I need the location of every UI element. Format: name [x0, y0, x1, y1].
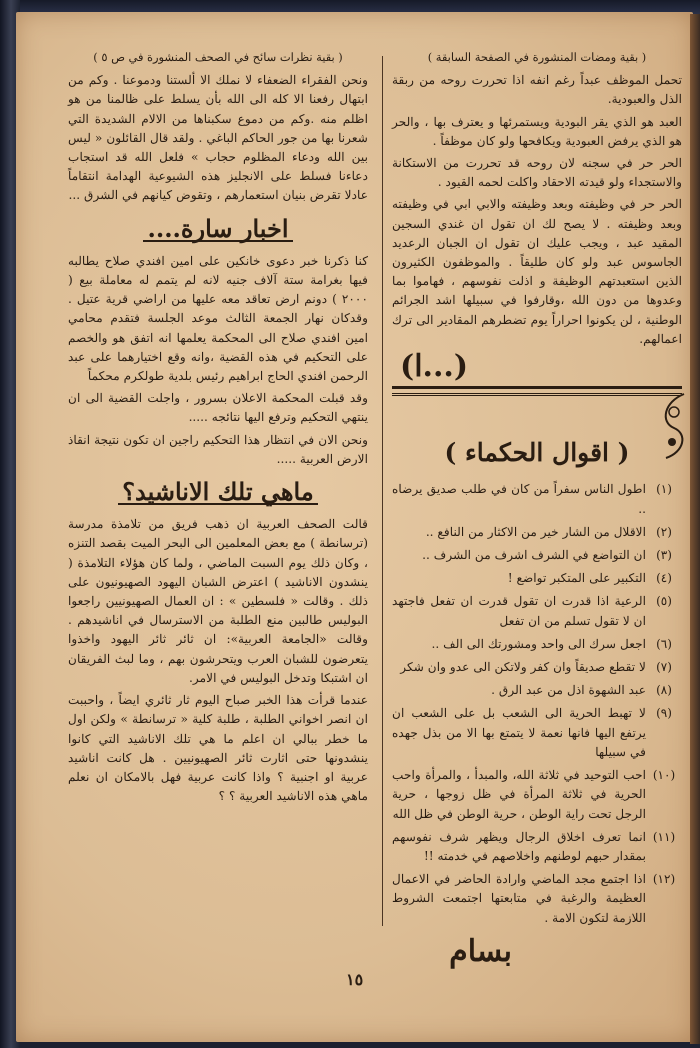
paragraph: كنا ذكرنا خبر دعوى خانكين على امين افندي صلاح يطالبه فيها بغرامة ستة آلاف جنيه لانه لم يتمم له معاملة بيع ( ٢٠٠٠ ) دونم ارض تعاقد معه عليها من اراضي قرية عتيل . وقدكان نهار الجمعة الثالث موعد الجلسة فتقدم محامي امين افندي صلاح الى المحكمة يعلمها انه اتفق هو والخصم على التحكيم في هذه القضية ،وانه وقع اختيارهما على عبد الرحمن افندي الحاج ابراهيم رئيس بلدية طولكرم محكماً: [68, 253, 368, 384]
right-continuation-header: ( بقية ومضات المنشورة في الصفحة السابقة ): [427, 50, 647, 64]
saying-item: [392, 592, 682, 630]
ornamental-border: [392, 393, 682, 441]
saying-item: [392, 658, 682, 677]
paragraph: ونحن الفقراء الضعفاء لا نملك الا ألستنا ودموعنا . وكم من ابتهال رفعنا الا كله الى الله بأن يسلط على ظالمنا من هو اظلم منه .وكم من دموع سكبناها من الالام الشديدة التي شعرنا بها من جور الحاكم الباغي . ولقد قال القائلون « ليس بين الله ودعاء المظلوم حجاب » فلعل الله قد استجاب دعاءنا فسلط على الانجليز هذه الشيوعية الهدامة انتقاماً عادلا تقرض بنيان استعمارهم ، وتقوض كيانهم في الشرق ...: [68, 73, 368, 203]
section-rule: [392, 386, 682, 389]
saying-number: (١٠): [652, 768, 676, 783]
column-divider: [382, 56, 383, 926]
saying-number: (١): [656, 482, 672, 497]
saying-text: الاقلال من الشار خير من الاكثار من النافع ..: [425, 524, 646, 539]
paragraph: الحر حر في وظيفته وبعد وظيفته والابي ابي في وظيفته وبعد وظيفته . لا يصح لك ان تقول ان غندي السجين المقيد عبد ، ويجب عليك ان تقول ان الجبان الرعديد الجاسوس عبد ولو كان طليقاً . والموظفون الكثيرون الذين استعبدتهم الوظيفة و اذلت نفوسهم ، فهاموا بما وعدوها من دون الله ،وقارفوا في سبيلها اشد الجرائم الوطنية ، لن يكونوا احراراً يوم تضطرهم المقادير الى ترك اعمالهم.: [392, 197, 682, 346]
saying-text: اطول الناس سفراً من كان في طلب صديق يرضاه ..: [392, 482, 646, 516]
saying-number: (١٢): [652, 872, 676, 887]
paragraph: العبد هو الذي يقر البودية ويستمرئها و يعترف بها ، والحر هو الذي يرفض العبودية ويكافحها ولو كان موظفاً .: [392, 114, 682, 148]
saying-text: احب التوحيد في ثلاثة الله، والمبدأ ، والمرأة واحب الحرية في ثلاثة المرأة في ظل زوجها ، حرية الرجل تحت راية الوطن ، حرية الوطن في ظل الله: [392, 768, 646, 821]
saying-number: (٢): [656, 524, 672, 539]
paragraph: تحمل الموظف عبداً رغم انفه اذا تحررت روحه من ربقة الذل والعبودية.: [392, 73, 682, 107]
saying-number: (١١): [652, 829, 676, 844]
saying-item: [392, 523, 682, 542]
saying-number: (٧): [656, 660, 672, 675]
sayings-list: [392, 480, 682, 927]
paragraph: وقد قبلت المحكمة الاعلان بسرور ، واجلت القضية الى ان ينتهي التحكيم وترفع اليها نتائجه .....: [68, 391, 368, 425]
saying-text: لا تهبط الحرية الى الشعب بل على الشعب ان يرتفع اليها فانها نعمة لا يتمتع بها الا من بذل جهده في سبيلها: [392, 706, 646, 759]
saying-text: ان التواضع في الشرف اشرف من الشرف ..: [422, 548, 646, 563]
paragraph: الحر حر في سجنه لان روحه قد تحررت من الاستكانة والاستجداء ولو قيدته الاحقاد واكلت لحمه القيود .: [392, 156, 682, 190]
flourish-ornament-icon: [654, 392, 690, 462]
saying-item: [392, 704, 682, 762]
sayings-title: ( اقوال الحكماء ): [444, 438, 630, 468]
saying-number: (٣): [656, 548, 672, 563]
saying-number: (٦): [656, 636, 672, 651]
saying-text: التكبير على المتكبر تواضع !: [507, 571, 646, 586]
page-edge: [690, 14, 700, 1044]
signature: بسام: [449, 933, 512, 969]
saying-item: [392, 828, 682, 866]
saying-item: [392, 480, 682, 518]
saying-item: [392, 635, 682, 654]
saying-item: [392, 870, 682, 928]
saying-item: [392, 766, 682, 824]
saying-text: عبد الشهوة اذل من عبد الرق .: [491, 683, 646, 698]
saying-item: [392, 546, 682, 565]
songs-title: ماهي تلك الاناشيد؟: [118, 482, 317, 505]
paragraph: قالت الصحف العربية ان ذهب فريق من تلامذة مدرسة (ترسانطة ) مع بعض المعلمين الى البحر الميت بقصد التنزه ، وكان ذلك يوم السبت الماضي ، ولما كان هؤلاء التلامذة ( ينشدون الاناشيد ) اعترض الشبان اليهود الصهيونيون على ذلك . وقالت « فلسطين » : ان العمال الصهيونيين راجعوا البوليس طالبين منع الطلبة من الاسترسال في اناشيدهم . وقالت «الجامعة العربية»: ان ثائر ثائر اليهود واخذوا يتعرضون للشبان العرب ويتحرشون بهم ، وما لبث الفريقان ان اشتبكا وتدخل البوليس في الامر.: [68, 517, 368, 685]
saying-text: لا تقطع صديقاً وان كفر ولاتكن الى عدو وان شكر: [400, 660, 646, 675]
saying-text: اذا اجتمع مجد الماضي وارادة الحاضر في الاعمال العظيمة والرغبة في متابعتها اجتمعت الشروط اللازمة لتكون الامة .: [392, 872, 646, 925]
saying-number: (٨): [656, 683, 672, 698]
saying-text: الرعية اذا قدرت ان تقول قدرت ان تفعل فاجتهد ان لا تقول تسلم من ان تفعل: [392, 594, 646, 628]
saying-item: [392, 569, 682, 588]
left-column: [68, 48, 368, 809]
saying-number: (٥): [656, 594, 672, 609]
saying-text: انما تعرف اخلاق الرجال ويظهر شرف نفوسهم بمقدار حبهم لوطنهم واخلاصهم في خدمته !!: [392, 829, 646, 863]
paragraph: ونحن الان في انتظار هذا التحكيم راجين ان تكون نتيجة انقاذ الارض العربية .....: [68, 432, 368, 466]
saying-number: (٩): [656, 706, 672, 721]
article-end-mark: (ا...): [400, 349, 469, 385]
news-title: اخبار سارة....: [143, 219, 292, 242]
right-column: [392, 48, 682, 969]
paragraph: عندما قرأت هذا الخبر صباح اليوم ثار ثائري ايضاً ، واحببت ان انصر اخواني الطلبة ، طلبة كلية « ترسانطة » ولكن اول ما خطر ببالي ان اعلم ما هي تلك الاناشيد التي كانوا ينشدونها حتى اثارت ثائر الصهيونيين . هل كانت اناشيد عربية او اجنبية ؟ واذا كانت عربية فهل بالامكان ان نعلم ماهي هذه الاناشيد العربية ؟ ؟: [68, 693, 368, 804]
left-continuation-header: ( بقية نظرات سائح في الصحف المنشورة في ص ٥ ): [93, 50, 343, 64]
page-number: ١٥: [346, 970, 364, 989]
saying-text: اجعل سرك الى واحد ومشورتك الى الف ..: [431, 636, 646, 651]
saying-number: (٤): [656, 571, 672, 586]
saying-item: [392, 681, 682, 700]
